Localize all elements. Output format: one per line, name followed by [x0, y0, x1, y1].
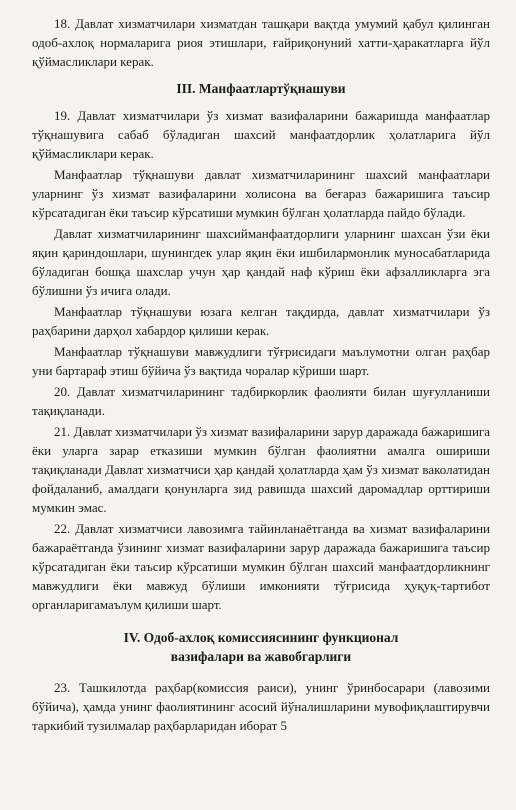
paragraph-19-personal-interest: Давлат хизматчиларининг шахсийманфаатдорлиги уларнинг шахсан ўзи ёки яқин қариндошлари, шунингдек улар яқин ёки ишбилармонлик муносабатларида бўладиган бошқа шахслар учун ҳар қандай наф кўриш ёки афзалликларга эга бўлишни ўз ичига олади.: [32, 226, 490, 298]
paragraph-19-superior-measures: Манфаатлар тўқнашуви мавжудлиги тўғрисидаги маълумотни олган раҳбар уни бартараф этиш бўйича ўз вақтида чоралар кўриши шарт.: [32, 344, 490, 378]
paragraph-20: 20. Давлат хизматчиларининг тадбиркорлик фаолияти билан шуғулланиши тақиқланади.: [32, 384, 490, 418]
paragraph-23: 23. Ташкилотда раҳбар(комиссия раиси), унинг ўринбосарари (лавозими бўйича), ҳамда унинг фаолиятининг асосий йўналишларини мувофиқлаштирувчи таркибий тузилмалар раҳбарларидан иборат 5: [32, 680, 490, 733]
section-heading-4: [32, 628, 490, 666]
section-heading-4-line-2: вазифалари ва жавобгарлиги: [170, 649, 352, 664]
section-heading-4-line-1: IV. Одоб-ахлоқ комиссиясининг функционал: [123, 630, 399, 645]
paragraph-21: 21. Давлат хизматчилари ўз хизмат вазифаларини зарур даражада бажаришига ёки уларга зарар етказиши мумкин бўлган фаолиятни амалга ошириши тақиқланади Давлат хизматчиси ҳар қандай ҳолатларда ҳам ўз хизмат ваколатидан фойдаланиб, амалдаги қонунларга зид равишда шахсий даромадлар орттириши мумкин эмас.: [32, 424, 490, 515]
paragraph-19-notify-superior: Манфаатлар тўқнашуви юзага келган тақдирда, давлат хизматчилари ўз раҳбарини дарҳол хабардор қилиши керак.: [32, 304, 490, 338]
paragraph-19: 19. Давлат хизматчилари ўз хизмат вазифаларини бажаришда манфаатлар тўқнашувига сабаб бўладиган шахсий манфаатдорлик ҳолатларига йўл қўймасликлари керак.: [32, 108, 490, 161]
paragraph-19-conflict-definition: Манфаатлар тўқнашуви давлат хизматчиларининг шахсий манфаатлари уларнинг ўз хизмат вазифаларини холисона ва беғараз бажаришига таъсир кўрсатадиган ёки таъсир кўрсатиши мумкин бўлган ҳолатларда пайдо бўлади.: [32, 167, 490, 220]
section-heading-3: III. Манфаатлартўқнашуви: [176, 81, 346, 96]
paragraph-22: 22. Давлат хизматчиси лавозимга тайинланаётганда ва хизмат вазифаларини бажараётганда ўзининг хизмат вазифаларини зарур даражада бажаришига таъсир кўрсатадиган ёки таъсир кўрсатиши мумкин бўлган шахсий манфаатдорликнинг мавжудлиги ёки мавжуд бўлиши имконияти тўғрисида ҳуқуқ-тартибот органларигамаълум қилиши шарт.: [32, 521, 490, 612]
paragraph-18: 18. Давлат хизматчилари хизматдан ташқари вақтда умумий қабул қилинган одоб-ахлоқ нормаларига риоя этишлари, ғайриқонуний хатти-ҳаракатларга йўл қўймасликлари керак.: [32, 16, 490, 69]
